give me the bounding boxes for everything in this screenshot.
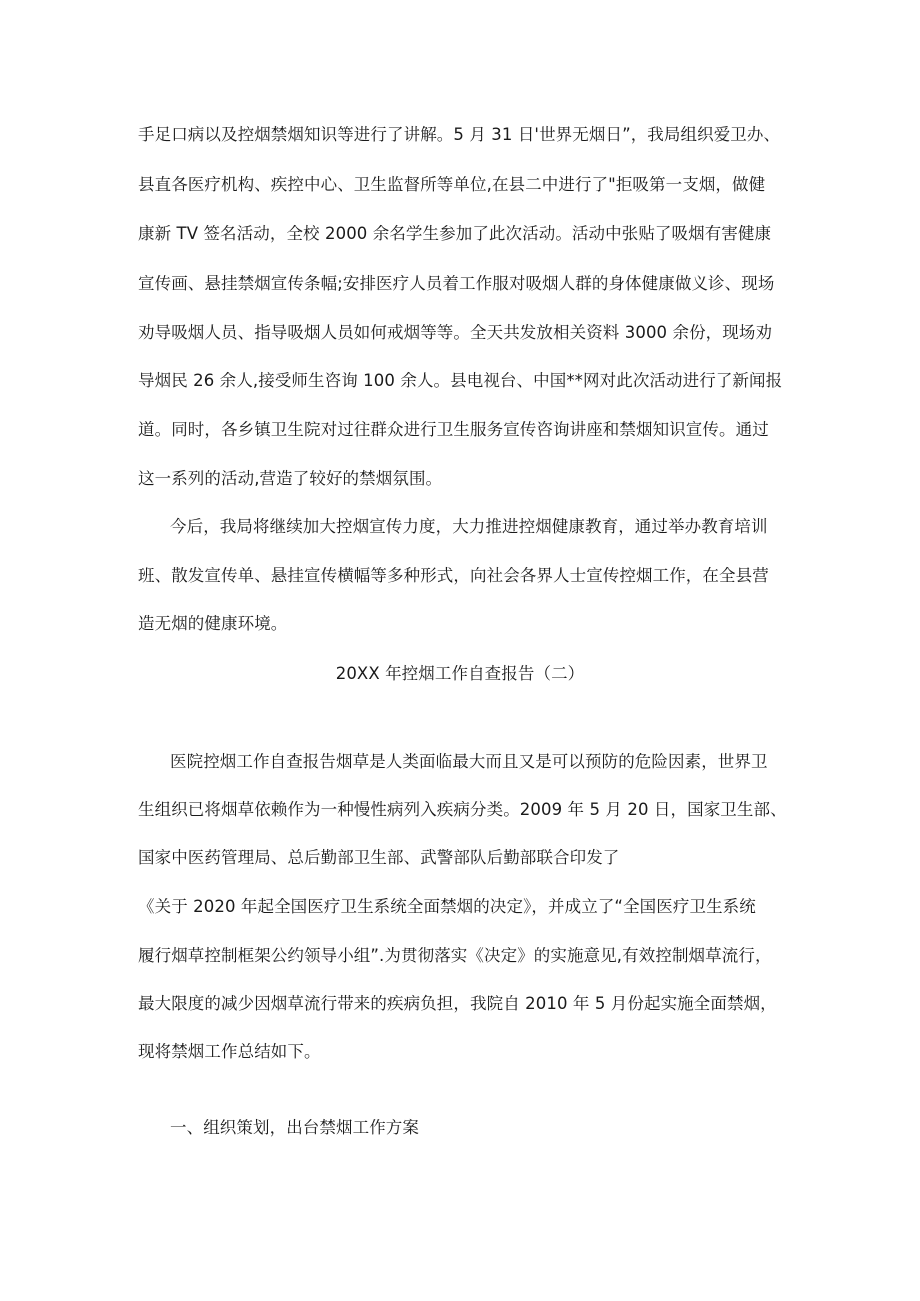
- paragraph-line: 今后，我局将继续加大控烟宣传力度，大力推进控烟健康教育，通过举办教育培训: [170, 517, 768, 536]
- paragraph-line: 劝导吸烟人员、指导吸烟人员如何戒烟等等。全天共发放相关资料 3000 余份，现场劝: [138, 323, 773, 342]
- paragraph-line: 班、散发宣传单、悬挂宣传横幅等多种形式，向社会各界人士宣传控烟工作，在全县营: [138, 566, 769, 585]
- paragraph-line: 医院控烟工作自查报告烟草是人类面临最大而且又是可以预防的危险因素，世界卫: [170, 752, 768, 771]
- paragraph-line: 国家中医药管理局、总后勤部卫生部、武警部队后勤部联合印发了: [138, 848, 620, 867]
- paragraph-line: 造无烟的健康环境。: [138, 614, 288, 633]
- paragraph-line: 宣传画、悬挂禁烟宣传条幅;安排医疗人员着工作服对吸烟人群的身体健康做义诊、现场: [138, 274, 775, 293]
- section-title: 20XX 年控烟工作自查报告（二）: [335, 664, 585, 683]
- paragraph-line: 手足口病以及控烟禁烟知识等进行了讲解。5 月 31 日'世界无烟日”，我局组织爱卫办、: [138, 125, 781, 144]
- section-heading: 一、组织策划，出台禁烟工作方案: [170, 1118, 419, 1137]
- paragraph-line: 这一系列的活动,营造了较好的禁烟氛围。: [138, 469, 443, 488]
- paragraph-line: 履行烟草控制框架公约领导小组”.为贯彻落实《决定》的实施意见,有效控制烟草流行，: [138, 946, 772, 965]
- paragraph-line: 《关于 2020 年起全国医疗卫生系统全面禁烟的决定》，并成立了“全国医疗卫生系统: [138, 897, 756, 916]
- paragraph-line: 现将禁烟工作总结如下。: [138, 1042, 321, 1061]
- paragraph-line: 导烟民 26 余人,接受师生咨询 100 余人。县电视台、中国**网对此次活动进行了新闻报: [138, 371, 783, 390]
- paragraph-line: 最大限度的减少因烟草流行带来的疾病负担，我院自 2010 年 5 月份起实施全面禁烟，: [138, 994, 777, 1013]
- paragraph-line: 生组织已将烟草依赖作为一种慢性病列入疾病分类。2009 年 5 月 20 日，国家卫生部、: [138, 800, 787, 819]
- paragraph-line: 道。同时，各乡镇卫生院对过往群众进行卫生服务宣传咨询讲座和禁烟知识宣传。通过: [138, 420, 769, 439]
- paragraph-line: 县直各医疗机构、疾控中心、卫生监督所等单位,在县二中进行了"拒吸第一支烟，做健: [138, 175, 766, 194]
- paragraph-line: 康新 TV 签名活动，全校 2000 余名学生参加了此次活动。活动中张贴了吸烟有害健康: [138, 224, 772, 243]
